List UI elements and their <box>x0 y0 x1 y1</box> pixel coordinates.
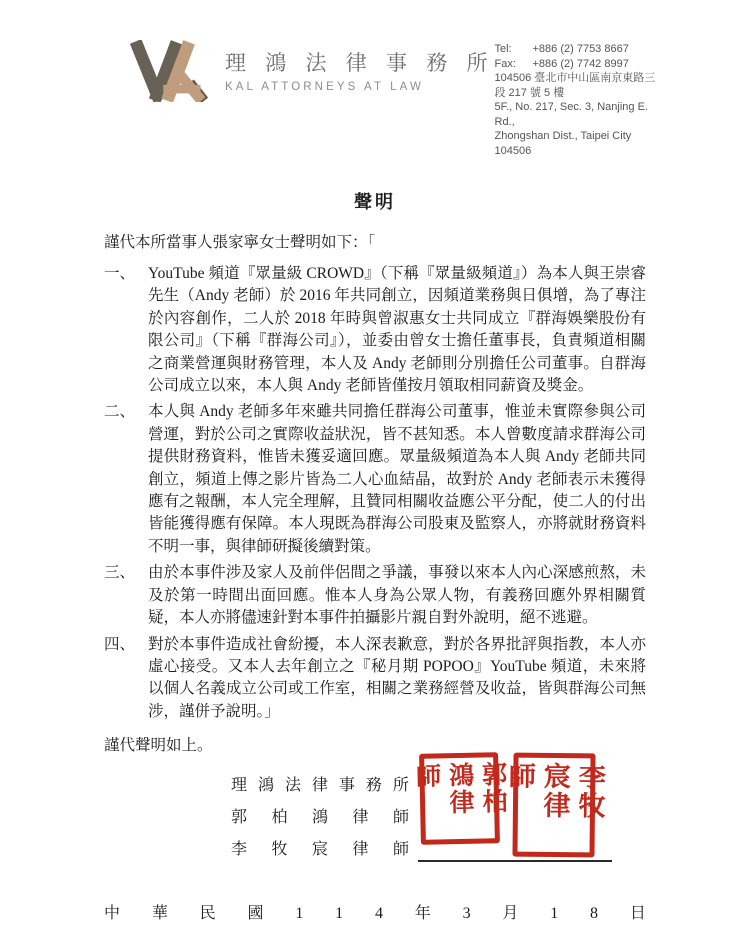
char: 柏 <box>271 809 288 827</box>
paragraph-text: 本人與 Andy 老師多年來雖共同擔任群海公司董事，惟並未實際參與公司營運，對於公司之實際收益狀況，皆不甚知悉。本人曾數度請求群海公司提供財務資料，惟皆未獲妥適回應。眾量級頻道為本人與 Andy 老師共同創立，頻道上傳之影片皆為二人心血結晶，故對於 Andy 老師表示未獲得應有之報酬，本人完全理解，且贊同相關收益應公平分配，使二人的付出皆能獲得應有保障。本人現既為群海公司股東及監察人，亦將就財務資料不明一事，與律師研擬後續對策。 <box>148 403 646 555</box>
lawyer-seal-1-stamp-icon: 郭柏鴻律師 <box>419 752 500 845</box>
char: 律 <box>311 777 328 795</box>
char: 宸 <box>311 841 328 859</box>
statement-paragraph-3 <box>104 562 646 629</box>
char: 4 <box>374 905 383 923</box>
char: 鴻 <box>257 777 274 795</box>
statement-paragraph-4 <box>104 634 646 724</box>
signature-firm-name <box>231 775 409 797</box>
document-title: 聲明 <box>354 192 396 212</box>
tel-label: Tel: <box>494 43 512 55</box>
lawyer-seal-2-stamp-icon: 李牧宸律師 <box>512 753 595 858</box>
char: 中 <box>104 905 121 923</box>
address-english-line2: Zhongshan Dist., Taipei City 104506 <box>494 130 632 157</box>
paragraph-text: YouTube 頻道『眾量級 CROWD』（下稱『眾量級頻道』）為本人與王崇睿先生（Andy 老師）於 2016 年共同創立，因頻道業務與日俱增，為了專注於內容創作，二人於 2018 年時與曾淑惠女士共同成立『群海娛樂股份有限公司』（下稱『群海公司』），並委由曾女士擔任董事長，負責頻道相關之商業營運與財務管理，本人及 Andy 老師則分別擔任公司董事。自群海公司成立以來，本人與 Andy 老師皆僅按月領取相同薪資及獎金。 <box>148 265 646 395</box>
letterhead <box>128 40 660 158</box>
signature-region <box>104 761 646 881</box>
paragraph-text: 由於本事件涉及家人及前伴侶間之爭議，事發以來本人內心深感煎熬，未及於第一時間出面回應。惟本人身為公眾人物，有義務回應外界相關質疑，本人亦將儘速針對本事件拍攝影片親自對外說明，絕不逃避。 <box>148 564 646 627</box>
fax-label: Fax: <box>494 57 516 70</box>
address-english-line1: 5F., No. 217, Sec. 3, Nanjing E. Rd., <box>494 101 648 128</box>
char: 師 <box>392 809 409 827</box>
firm-name-block <box>225 50 495 93</box>
closing-line: 謹代聲明如上。 <box>104 737 213 755</box>
char: 事 <box>338 777 355 795</box>
paragraph-number: 四、 <box>104 635 136 653</box>
paragraph-text: 對於本事件造成社會紛擾，本人深表歉意，對於各界批評與指教，本人亦虛心接受。又本人去年創立之『秘月期 POPOO』YouTube 頻道，未來將以個人名義成立公司或工作室，相關之業務經營及收益，皆與群海公司無涉，謹併予說明。」 <box>148 635 646 720</box>
firm-name-english: KAL ATTORNEYS AT LAW <box>225 80 424 93</box>
char: 律 <box>352 841 369 859</box>
firm-identity <box>128 40 495 102</box>
char: 李 <box>231 841 248 859</box>
char: 師 <box>392 841 409 859</box>
signature-lawyer-2 <box>231 839 409 861</box>
char: 3 <box>462 905 471 923</box>
lawyer-seals <box>412 753 605 857</box>
paragraph-number: 二、 <box>104 403 136 421</box>
document-date <box>104 903 646 925</box>
statement-paragraph-1 <box>104 263 646 397</box>
char: 鴻 <box>311 809 328 827</box>
firm-name-chinese: 理 鴻 法 律 事 務 所 <box>225 50 495 75</box>
firm-contact-block <box>495 40 661 158</box>
statement-paragraph-2 <box>104 401 646 558</box>
char: 1 <box>295 905 304 923</box>
char: 郭 <box>231 809 248 827</box>
contact-fax <box>495 57 661 72</box>
char: 1 <box>550 905 559 923</box>
tel-number: +886 (2) 7753 8667 <box>532 43 629 55</box>
char: 務 <box>365 777 382 795</box>
fax-number: +886 (2) 7742 8997 <box>532 57 629 70</box>
char: 華 <box>151 905 168 923</box>
char: 律 <box>352 809 369 827</box>
char: 8 <box>590 905 599 923</box>
char: 民 <box>199 905 216 923</box>
signature-text-block <box>231 775 409 861</box>
statement-body <box>104 263 646 723</box>
char: 1 <box>335 905 344 923</box>
char: 法 <box>284 777 301 795</box>
paragraph-number: 三、 <box>104 564 136 582</box>
char: 國 <box>247 905 264 923</box>
statement-intro: 謹代本所當事人張家寧女士聲明如下：「 <box>104 234 376 251</box>
char: 所 <box>392 777 409 795</box>
paragraph-number: 一、 <box>104 265 136 282</box>
char: 月 <box>502 905 519 923</box>
signature-underline <box>418 860 612 862</box>
char: 日 <box>629 905 646 923</box>
char: 理 <box>231 777 248 795</box>
char: 牧 <box>271 841 288 859</box>
char: 年 <box>414 905 431 923</box>
signature-lawyer-1 <box>231 807 409 829</box>
address-chinese: 104506 臺北市中山區南京東路三段 217 號 5 樓 <box>494 72 656 99</box>
contact-tel <box>495 42 661 57</box>
kal-law-firm-logo-icon <box>128 40 212 102</box>
